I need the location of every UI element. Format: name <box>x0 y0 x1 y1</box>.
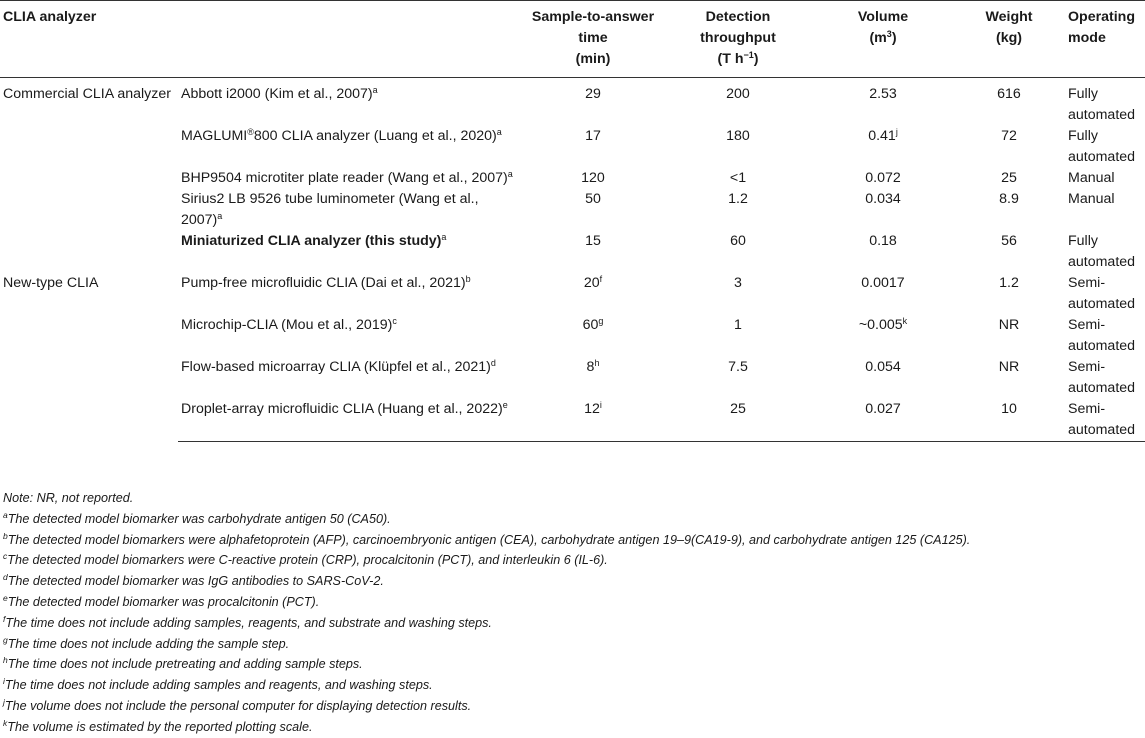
cell-weight: 72 <box>1001 128 1017 144</box>
col-header-analyzer: CLIA analyzer <box>0 1 523 78</box>
footnote: $^g$The time does not include adding the sample step. <box>3 634 290 651</box>
cell-time: 60$^g$ <box>582 316 604 333</box>
footnote: $^d$The detected model biomarker was IgG antibodies to SARS-CoV-2. <box>3 572 384 589</box>
cell-time: 29 <box>585 86 601 102</box>
cell-weight: 25 <box>1001 170 1017 186</box>
footnote: $^e$The detected model biomarker was procalcitonin (PCT). <box>3 592 320 609</box>
cell-time: 120 <box>581 170 605 186</box>
analyzer-name: Pump-free microfluidic CLIA (Dai et al., 2021)$^b$ <box>181 274 471 291</box>
cell-time: 15 <box>585 233 601 249</box>
cell-throughput: 3 <box>734 275 742 291</box>
cell-time: 8$^h$ <box>586 358 600 375</box>
cell-weight: NR <box>998 359 1020 375</box>
cell-throughput: <1 <box>729 170 747 186</box>
cell-mode: Semi-automated <box>1068 275 1136 312</box>
col-header-volume: Volume $(m^3)$ <box>813 1 953 78</box>
cell-weight: 8.9 <box>999 191 1019 207</box>
footnote: $^k$The volume is estimated by the reported plotting scale. <box>3 717 313 734</box>
cell-throughput: 1.2 <box>728 191 748 207</box>
cell-throughput: 180 <box>726 128 750 144</box>
cell-mode: Semi-automated <box>1068 317 1136 354</box>
table-row <box>0 78 1145 127</box>
analyzer-name: Flow-based microarray CLIA (Klüpfel et al., 2021)$^d$ <box>181 358 496 375</box>
footnote: $^c$The detected model biomarkers were C-reactive protein (CRP), procalcitonin (PCT), and interleukin 6 (IL-6). <box>3 551 608 568</box>
analyzer-name: Abbott i2000 (Kim et al., 2007)$^a$ <box>181 85 378 102</box>
cell-time: 50 <box>585 191 601 207</box>
cell-volume: 0.0017 <box>861 275 905 291</box>
cell-volume: 0.18 <box>869 233 897 249</box>
table-row <box>0 273 1145 315</box>
cell-mode: Manual <box>1068 170 1115 186</box>
cell-mode: Manual <box>1068 191 1115 207</box>
cell-weight: 616 <box>997 86 1021 102</box>
analyzer-name: Sirius2 LB 9526 tube luminometer (Wang et al., 2007)$^a$ <box>181 191 479 228</box>
cell-mode: Fully automated <box>1068 86 1136 123</box>
footnote: $^f$The time does not include adding samples, reagents, and substrate and washing steps. <box>3 613 492 630</box>
cell-weight: 56 <box>1001 233 1017 249</box>
footnote: $^h$The time does not include pretreating and adding sample steps. <box>3 655 363 672</box>
cell-throughput: 60 <box>730 233 746 249</box>
cell-mode: Semi-automated <box>1065 399 1145 442</box>
cell-weight: 1.2 <box>999 275 1019 291</box>
cell-volume: 2.53 <box>869 86 897 102</box>
cell-volume: 0.41$^j$ <box>868 127 898 144</box>
header-row <box>0 1 1145 78</box>
footnote: $^i$The time does not include adding samples and reagents, and washing steps. <box>3 676 433 693</box>
cell-weight: NR <box>998 317 1020 333</box>
cell-time: 20$^f$ <box>583 274 603 291</box>
col-header-time: Sample-to-answer time (min) <box>523 1 663 78</box>
cell-throughput: 1 <box>734 317 742 333</box>
footnote: $^j$The volume does not include the personal computer for displaying detection results. <box>3 696 472 713</box>
analyzer-name: Droplet-array microfluidic CLIA (Huang et al., 2022)$^e$ <box>178 399 523 442</box>
note-nr: Note: NR, not reported. <box>3 491 134 505</box>
col-header-throughput: Detection throughput (T $h^{-1}$) <box>663 1 813 78</box>
cell-throughput: 200 <box>726 86 750 102</box>
analyzer-name: MAGLUMI®800 CLIA analyzer (Luang et al., 2020)$^a$ <box>181 127 502 144</box>
cell-volume: 0.072 <box>865 170 901 186</box>
cell-volume: 0.034 <box>865 191 901 207</box>
col-header-mode: Operating mode <box>1065 1 1145 78</box>
cell-mode: Fully automated <box>1068 128 1136 165</box>
table-footnotes <box>3 488 1143 738</box>
cell-mode: Semi-automated <box>1068 359 1136 396</box>
analyzer-name: BHP9504 microtiter plate reader (Wang et al., 2007)$^a$ <box>181 169 513 186</box>
cell-volume: 0.054 <box>865 359 901 375</box>
cell-weight: 10 <box>953 399 1065 442</box>
col-header-weight: Weight (kg) <box>953 1 1065 78</box>
cell-time: 17 <box>585 128 601 144</box>
cell-throughput: 25 <box>663 399 813 442</box>
group-label-newtype: New-type CLIA <box>3 275 99 291</box>
footnote: $^b$The detected model biomarkers were alphafetoprotein (AFP), carcinoembryonic antigen (CEA), carbohydrate antigen 19–9(CA19-9), and carbohydrate antigen 125 (CA125). <box>3 530 971 547</box>
group-label-commercial: Commercial CLIA analyzer <box>3 86 171 102</box>
cell-mode: Fully automated <box>1068 233 1136 270</box>
cell-volume: 0.027 <box>813 399 953 442</box>
footnote: $^a$The detected model biomarker was carbohydrate antigen 50 (CA50). <box>3 509 391 526</box>
cell-volume: ~0.005$^k$ <box>858 316 908 333</box>
cell-time: 12$^i$ <box>523 399 663 442</box>
analyzer-name: Miniaturized CLIA analyzer (this study)$^a$ <box>181 232 447 249</box>
cell-throughput: 7.5 <box>728 359 748 375</box>
analyzer-name: Microchip-CLIA (Mou et al., 2019)$^c$ <box>181 316 397 333</box>
